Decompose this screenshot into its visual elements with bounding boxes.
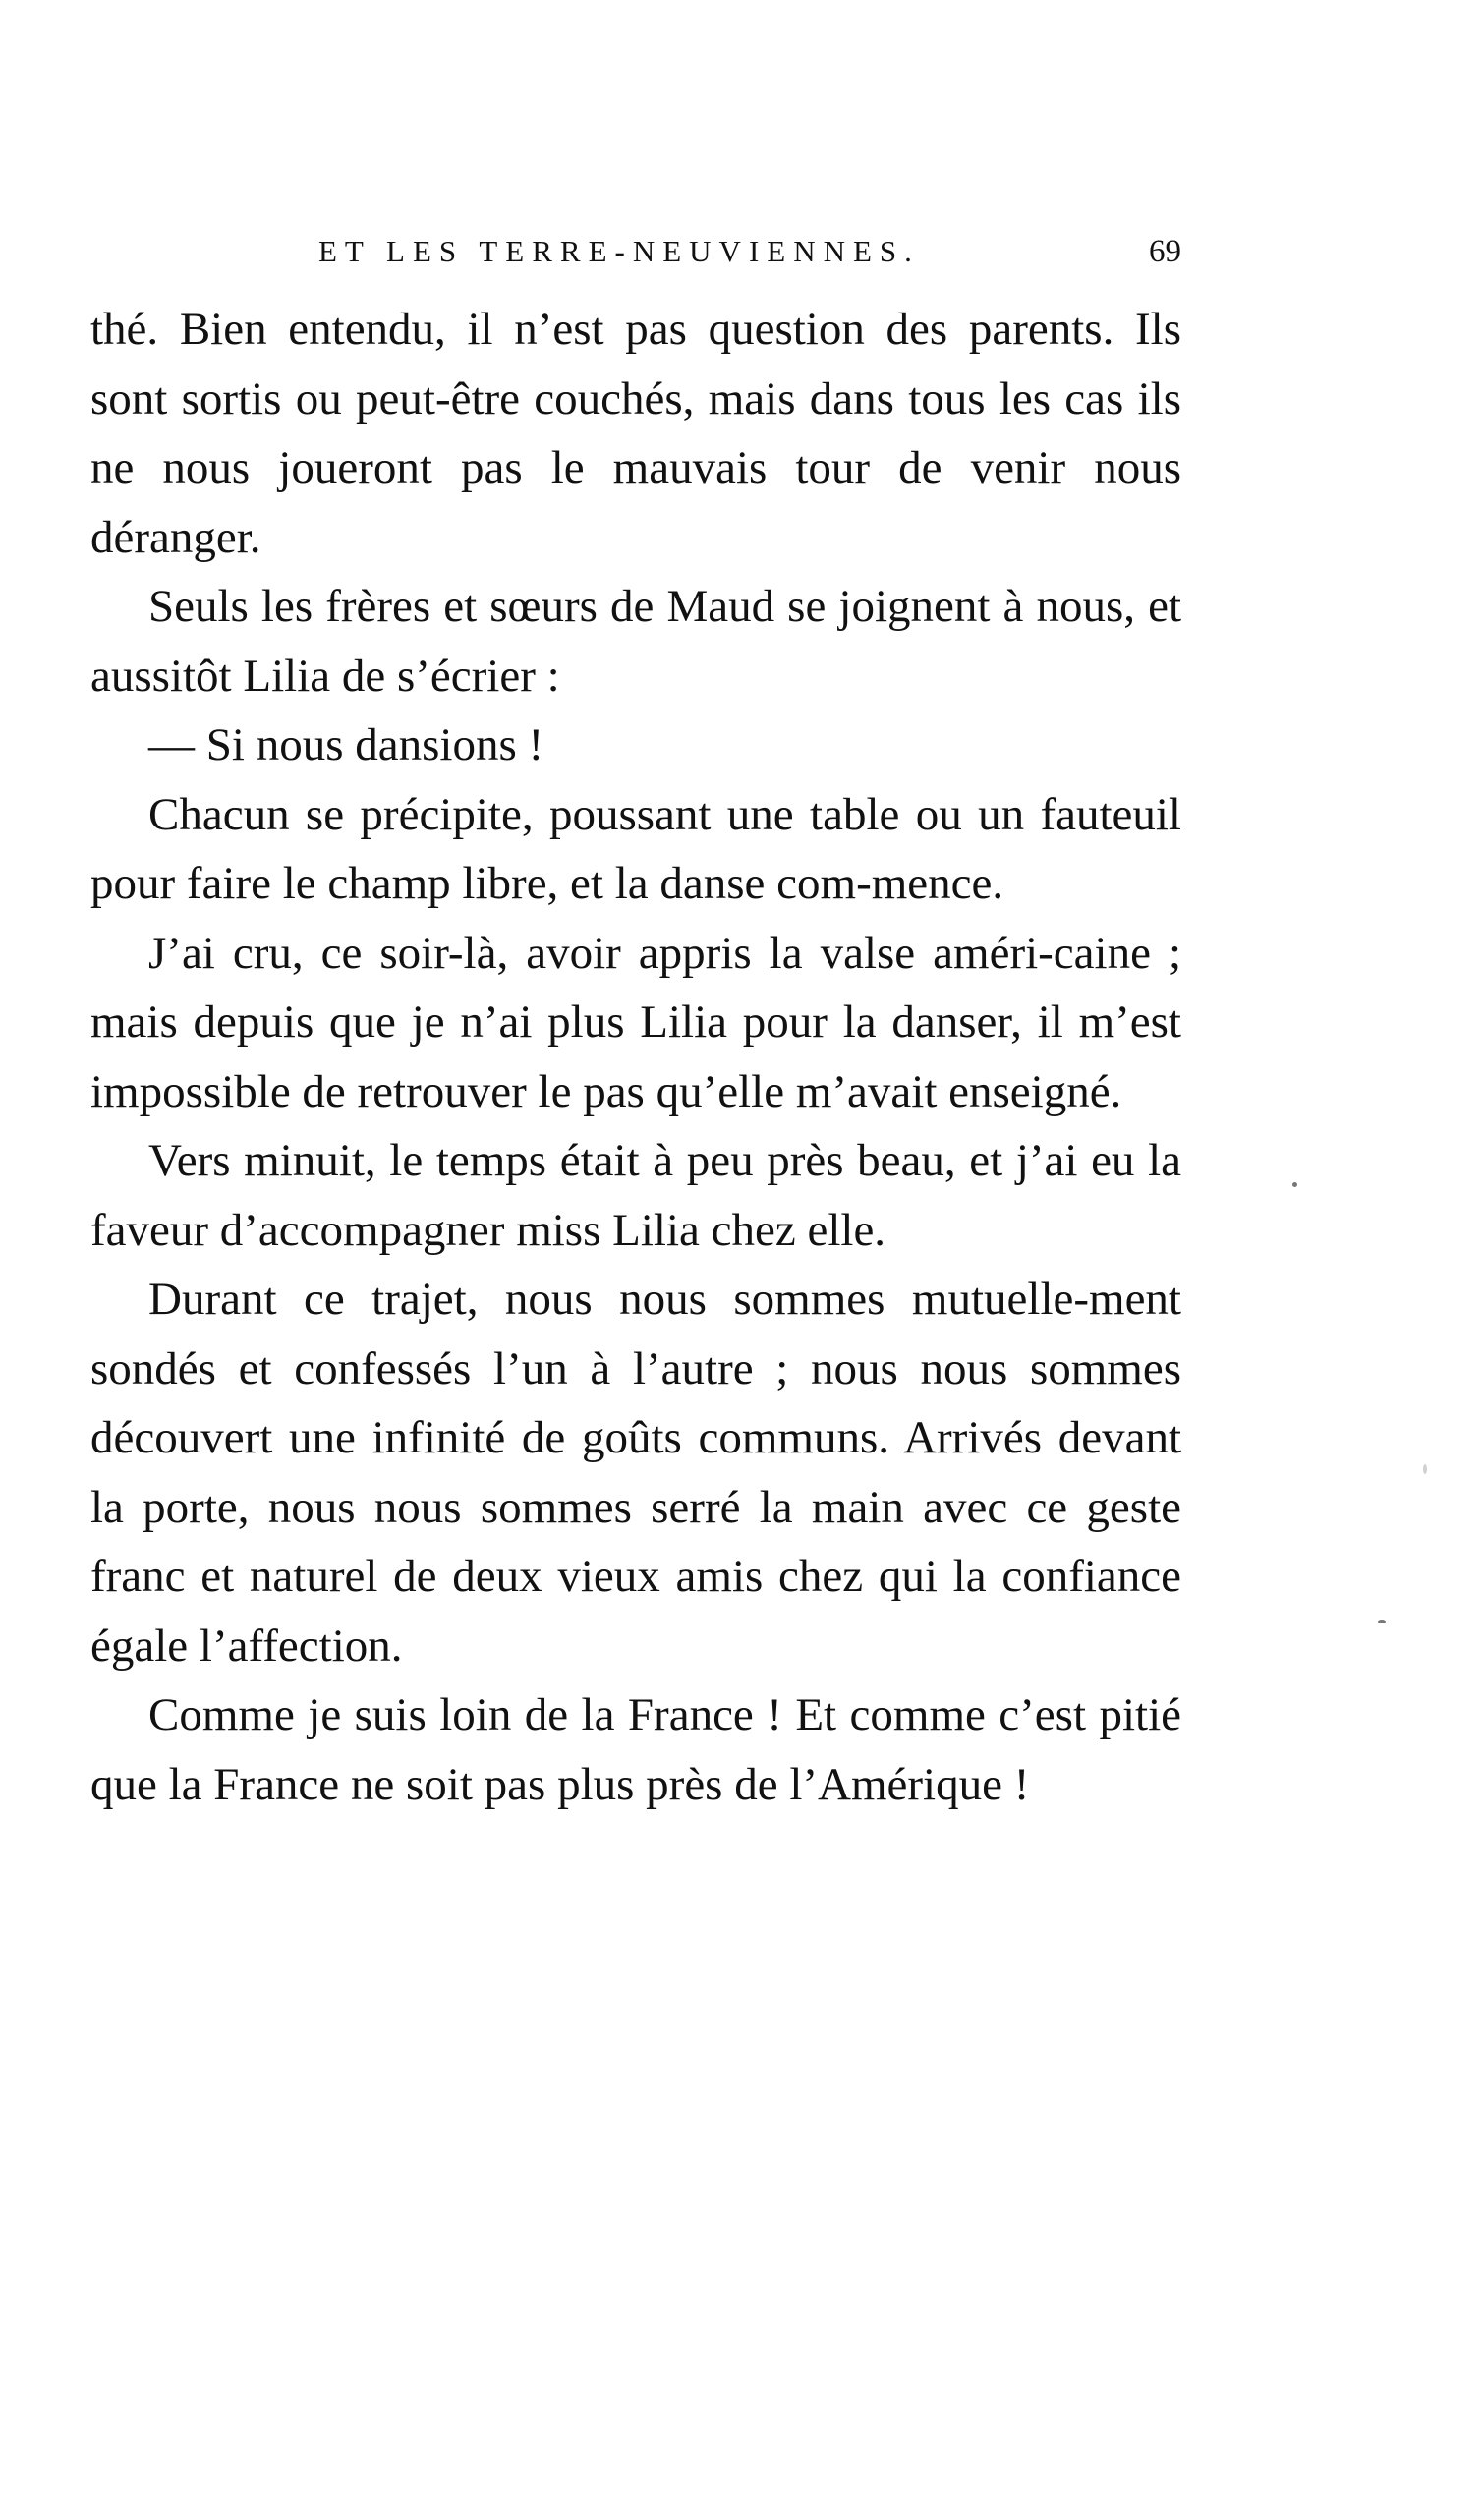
paragraph-siblings: Seuls les frères et sœurs de Maud se joignent à nous, et aussitôt Lilia de s’écrier : — [90, 581, 1181, 702]
page-header — [90, 232, 1181, 271]
paragraph-dance-begins: Chacun se précipite, poussant une table ou un fauteuil pour faire le champ libre, et la danse com-mence. — [90, 788, 1181, 909]
dialogue-line: — Si nous dansions ! — [148, 719, 544, 770]
paper-speck — [1378, 1620, 1386, 1623]
paragraph-france: Comme je suis loin de la France ! Et comme c’est pitié que la France ne soit pas plus près de l’Amérique ! — [90, 1689, 1181, 1810]
paragraph-american-waltz: J’ai cru, ce soir-là, avoir appris la valse améri-caine ; mais depuis que je n’ai plus Lilia pour la danser, il m’est impossible de retrouver le pas qu’elle m’avait enseigné. — [90, 927, 1181, 1117]
paper-speck — [1292, 1182, 1297, 1187]
paragraph-midnight: Vers minuit, le temps était à peu près beau, et j’ai eu la faveur d’accompagner miss Lilia chez elle. — [90, 1135, 1181, 1256]
page-number: 69 — [1149, 234, 1181, 269]
running-head: ET LES TERRE-NEUVIENNES. — [318, 234, 920, 268]
body-text — [90, 295, 1181, 1819]
paragraph-continuation: thé. Bien entendu, il n’est pas question des parents. Ils sont sortis ou peut-être couchés, mais dans tous les cas ils ne nous joueront pas le mauvais tour de venir nous déranger. — [90, 304, 1181, 563]
paragraph-journey: Durant ce trajet, nous nous sommes mutuelle-ment sondés et confessés l’un à l’autre ; nous nous sommes découvert une infinité de goûts communs. Arrivés devant la porte, nous nous sommes serré la main avec ce geste franc et naturel de deux vieux amis chez qui la confiance égale l’affection. — [90, 1274, 1181, 1672]
paper-speck — [1423, 1464, 1427, 1474]
